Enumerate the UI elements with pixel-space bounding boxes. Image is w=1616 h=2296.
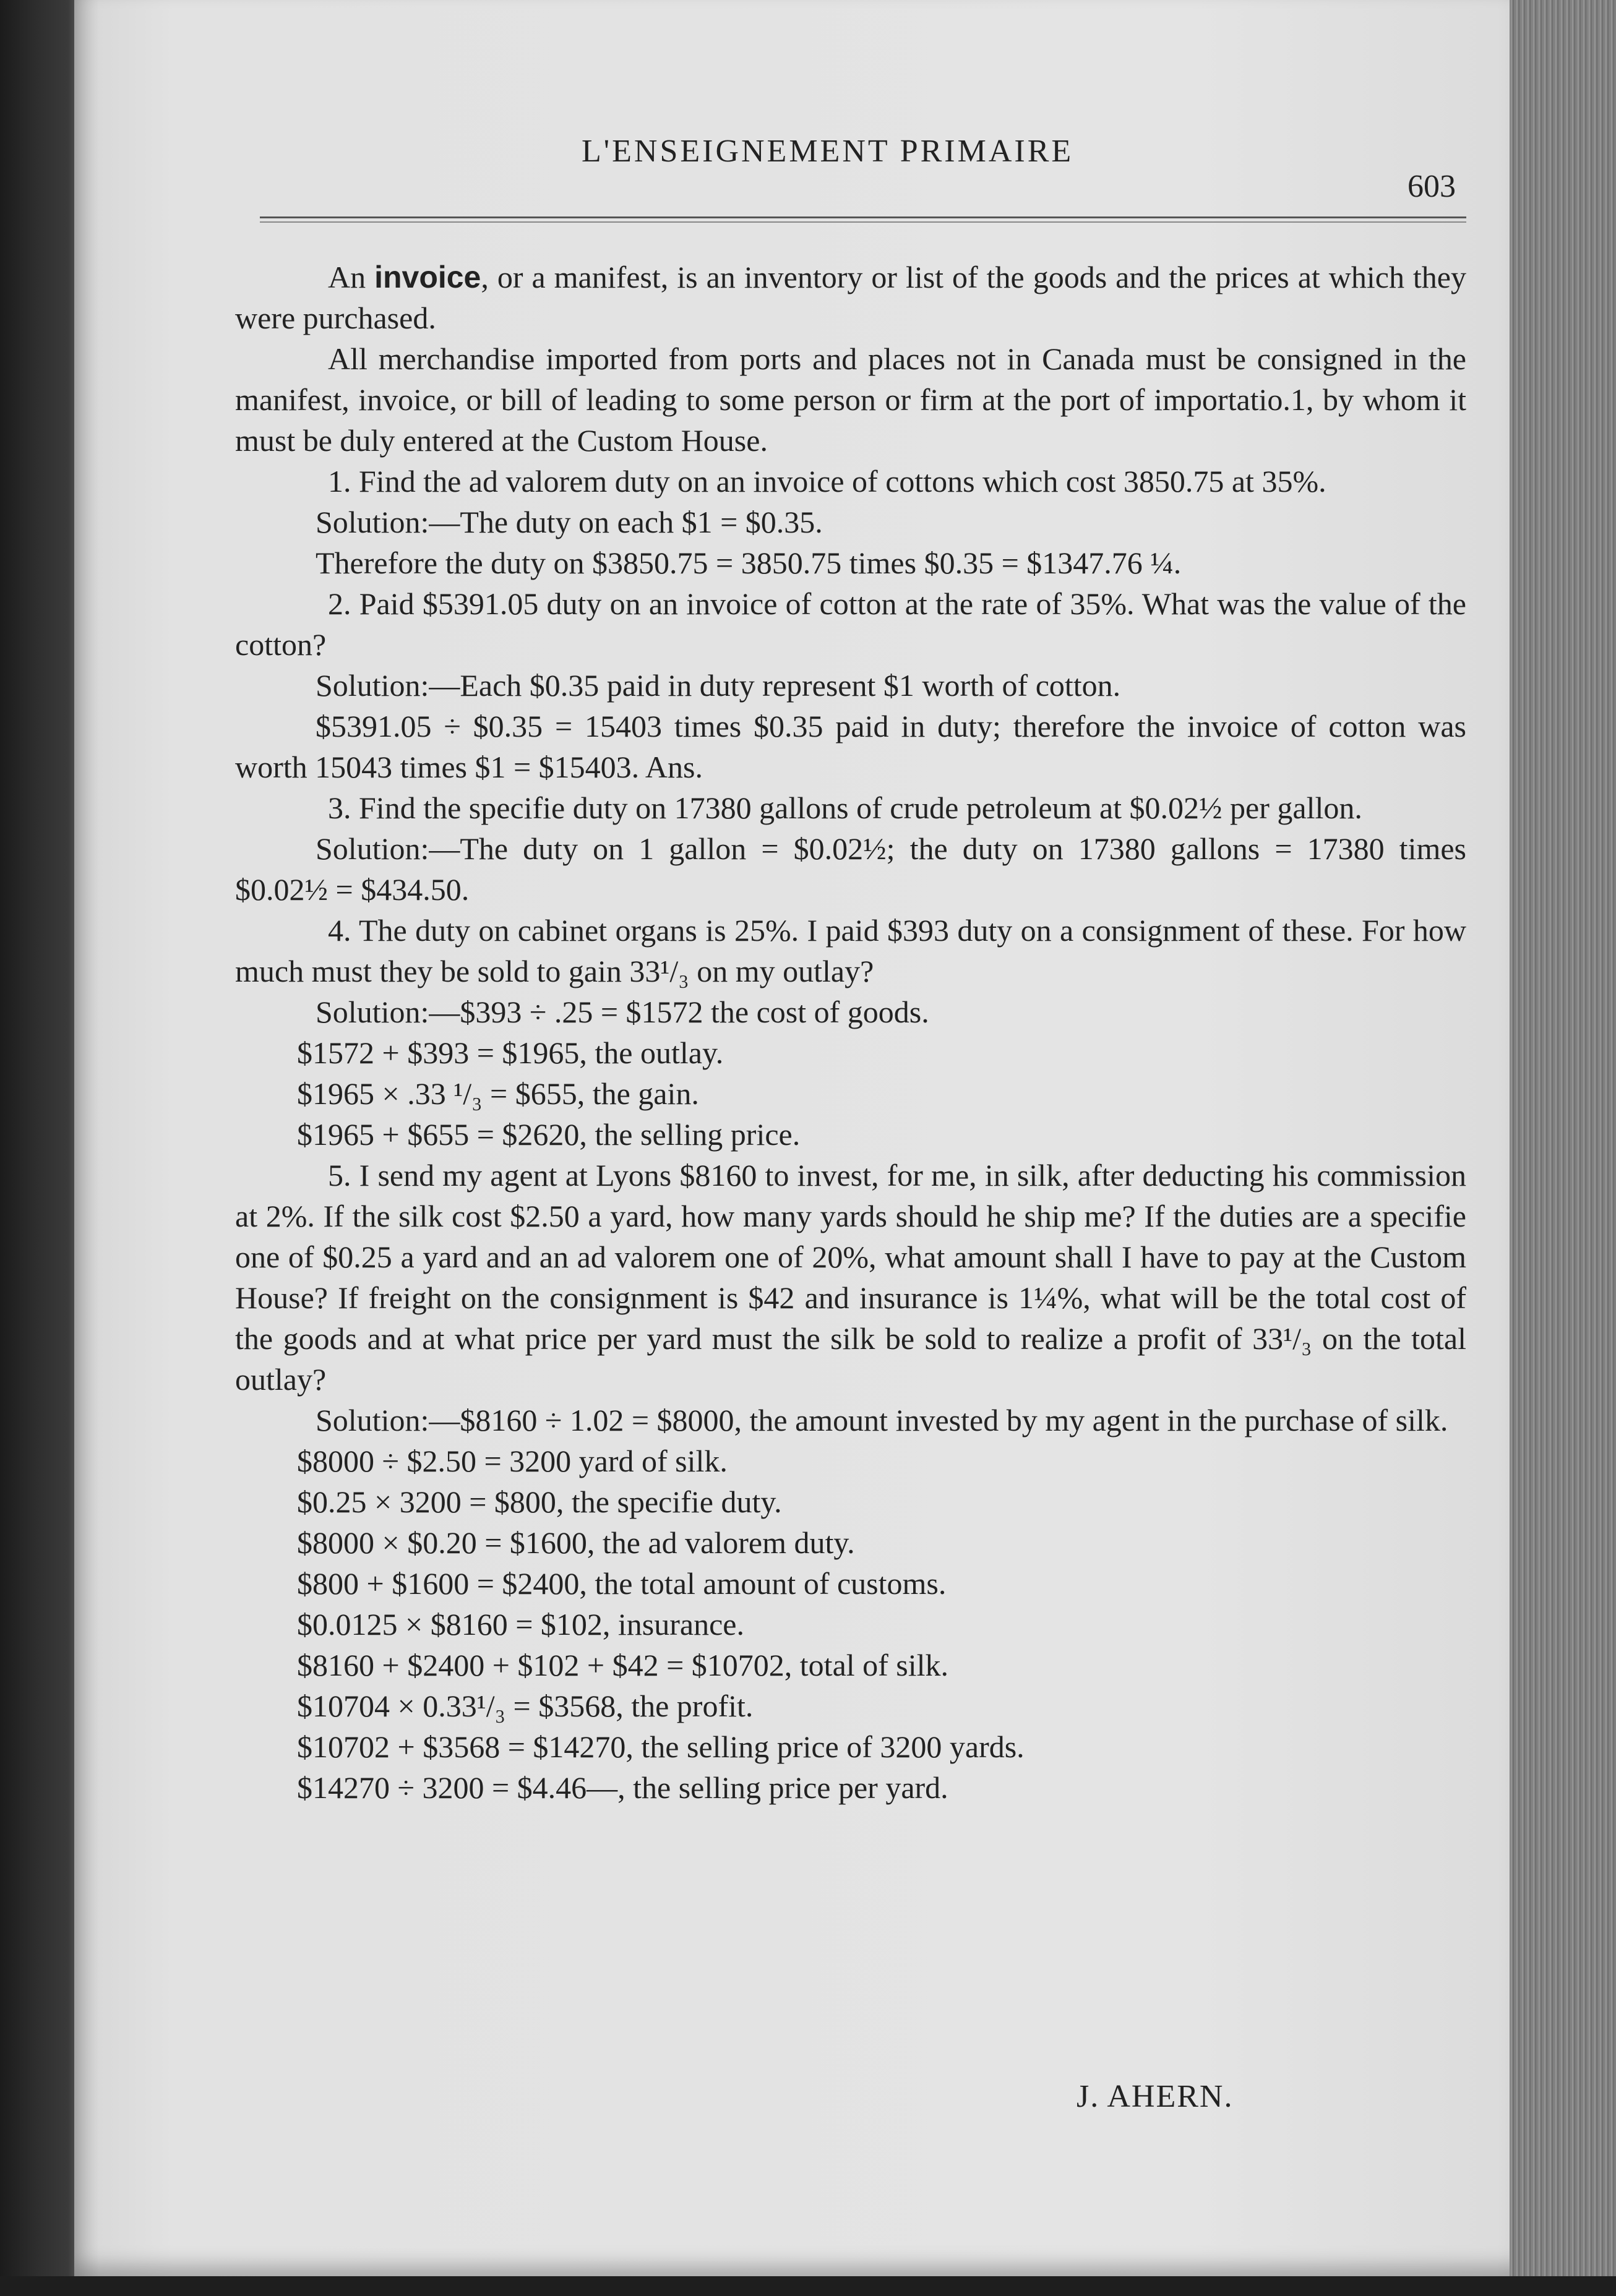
- text-span: , or a manifest, is an inventory or list of the goods and the prices at which they were purchased.: [235, 260, 1466, 335]
- problem-5: 5. I send my agent at Lyons $8160 to invest, for me, in silk, after deducting his commission at 2%. If the silk cost $2.50 a yard, how many yards should he ship me? If the duties are a specifie one of $0.25 a yard and an ad valorem one of 20%, what amount shall I have to pay at the Custom House? If freight on the consignment is $42 and insurance is 1¼%, what will be the total cost of the goods and at what price per yard must the silk be sold to realize a profit of 33¹/₃ on the total outlay?: [235, 1158, 1466, 1397]
- calc-line: $1572 + $393 = $1965, the outlay.: [297, 1035, 724, 1070]
- calc-line: $800 + $1600 = $2400, the total amount of customs.: [297, 1566, 947, 1601]
- solution-line: Solution:—The duty on each $1 = $0.35.: [316, 505, 823, 539]
- problem-4: 4. The duty on cabinet organs is 25%. I paid $393 duty on a consignment of these. For how much must they be sold to gain 33¹/₃ on my outlay?: [235, 913, 1466, 988]
- defined-term: invoice: [374, 260, 481, 294]
- problem-1: 1. Find the ad valorem duty on an invoice of cottons which cost 3850.75 at 35%.: [328, 464, 1326, 499]
- calc-line: $8000 ÷ $2.50 = 3200 yard of silk.: [297, 1444, 728, 1478]
- body-text: [235, 257, 1466, 1808]
- solution-line: Therefore the duty on $3850.75 = 3850.75 times $0.35 = $1347.76 ¼.: [316, 546, 1182, 580]
- running-head: L'ENSEIGNEMENT PRIMAIRE: [582, 134, 1074, 169]
- book-page: [74, 0, 1553, 2276]
- page-edge: [1510, 0, 1616, 2296]
- calc-line: $1965 × .33 ¹/₃ = $655, the gain.: [297, 1076, 699, 1111]
- calc-line: $8160 + $2400 + $102 + $42 = $10702, total of silk.: [297, 1648, 949, 1682]
- paragraph: [235, 257, 1466, 338]
- calc-line: $0.25 × 3200 = $800, the specifie duty.: [297, 1484, 782, 1519]
- calc-line: $10704 × 0.33¹/₃ = $3568, the profit.: [297, 1689, 754, 1723]
- page-number: 603: [1408, 169, 1456, 204]
- calc-line: $0.0125 × $8160 = $102, insurance.: [297, 1607, 744, 1642]
- solution-line: Solution:—$8160 ÷ 1.02 = $8000, the amount invested by my agent in the purchase of silk.: [316, 1403, 1448, 1437]
- calc-line: $14270 ÷ 3200 = $4.46—, the selling price per yard.: [297, 1770, 948, 1805]
- signature: J. AHERN.: [1077, 2079, 1234, 2114]
- solution-line: Solution:—The duty on 1 gallon = $0.02½; the duty on 17380 gallons = 17380 times $0.02½ = $434.50.: [235, 831, 1466, 907]
- solution-line: $5391.05 ÷ $0.35 = 15403 times $0.35 paid in duty; therefore the invoice of cotton was worth 15043 times $1 = $15403. Ans.: [235, 709, 1466, 784]
- calc-line: $1965 + $655 = $2620, the selling price.: [297, 1117, 801, 1152]
- problem-3: 3. Find the specifie duty on 17380 gallons of crude petroleum at $0.02½ per gallon.: [328, 790, 1362, 825]
- text-span: An: [328, 260, 375, 294]
- calc-line: $10702 + $3568 = $14270, the selling price of 3200 yards.: [297, 1729, 1025, 1764]
- paragraph: All merchandise imported from ports and places not in Canada must be consigned in the manifest, invoice, or bill of leading to some person or firm at the port of importatio.1, by whom it must be duly entered at the Custom House.: [235, 341, 1466, 458]
- problem-2: 2. Paid $5391.05 duty on an invoice of cotton at the rate of 35%. What was the value of the cotton?: [235, 586, 1466, 662]
- solution-line: Solution:—$393 ÷ .25 = $1572 the cost of goods.: [316, 995, 929, 1029]
- header-rule: [260, 216, 1466, 223]
- bottom-edge: [0, 2276, 1616, 2296]
- solution-line: Solution:—Each $0.35 paid in duty represent $1 worth of cotton.: [316, 668, 1121, 703]
- calc-line: $8000 × $0.20 = $1600, the ad valorem duty.: [297, 1525, 855, 1560]
